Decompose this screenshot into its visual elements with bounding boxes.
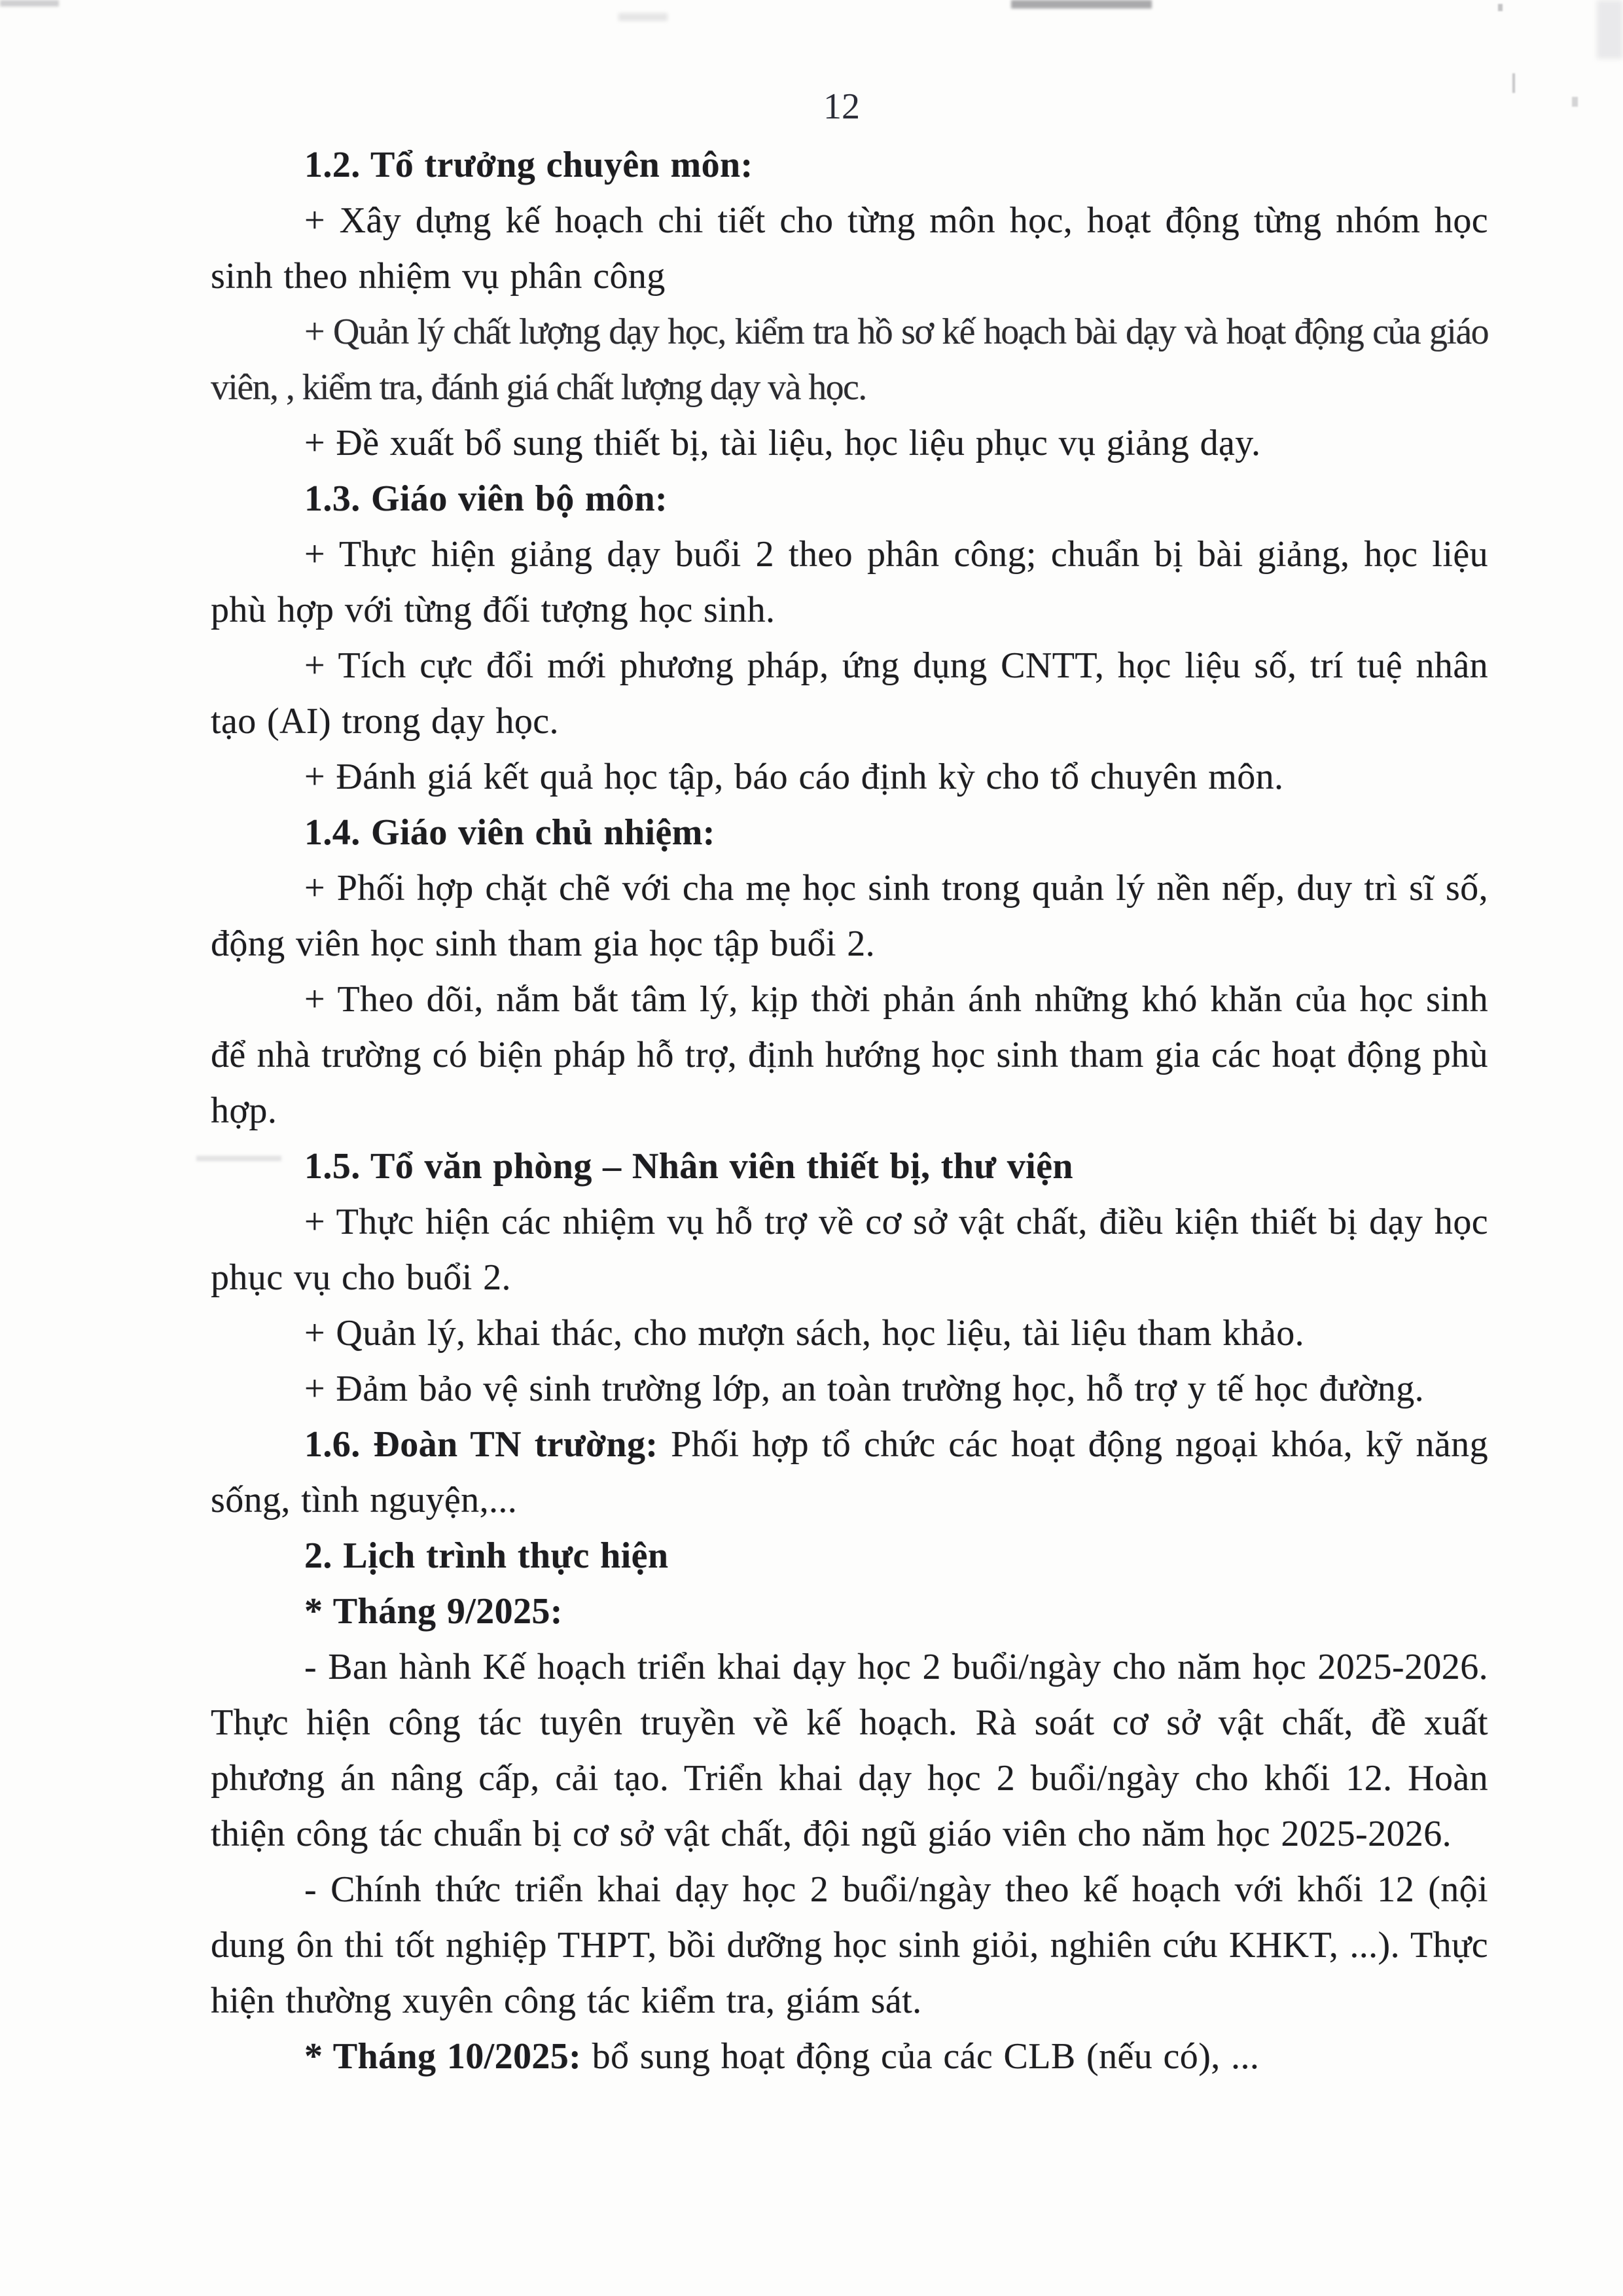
section-heading [211,1528,1488,1584]
text-segment: + Thực hiện giảng dạy buổi 2 theo phân công; chuẩn bị bài giảng, học liệu phù hợp với từng đối tượng học sinh. [211,534,1488,630]
bold-text-segment: 1.5. Tổ văn phòng – Nhân viên thiết bị, thư viện [304,1146,1073,1187]
text-segment: + Theo dõi, nắm bắt tâm lý, kịp thời phản ánh những khó khăn của học sinh để nhà trường có biện pháp hỗ trợ, định hướng học sinh tham gia các hoạt động phù hợp. [211,979,1488,1131]
paragraph [211,416,1488,471]
text-segment: + Đảm bảo vệ sinh trường lớp, an toàn trường học, hỗ trợ y tế học đường. [304,1369,1424,1409]
paragraph [211,193,1488,304]
paragraph [211,1306,1488,1361]
paragraph [211,1361,1488,1417]
section-heading [211,137,1488,193]
paragraph [211,1417,1488,1528]
text-segment: + Xây dựng kế hoạch chi tiết cho từng môn học, hoạt động từng nhóm học sinh theo nhiệm vụ phân công [211,200,1488,296]
section-heading [211,471,1488,527]
paragraph [211,1862,1488,2029]
paragraph [211,1640,1488,1862]
text-segment: + Phối hợp chặt chẽ với cha mẹ học sinh trong quản lý nền nếp, duy trì sĩ số, động viên học sinh tham gia học tập buổi 2. [211,868,1488,964]
text-segment: + Đề xuất bổ sung thiết bị, tài liệu, học liệu phục vụ giảng dạy. [304,423,1261,463]
bold-text-segment: * Tháng 9/2025: [304,1591,563,1632]
scan-artifact [1011,0,1152,9]
text-segment: + Thực hiện các nhiệm vụ hỗ trợ về cơ sở vật chất, điều kiện thiết bị dạy học phục vụ cho buổi 2. [211,1202,1488,1298]
text-segment: Phối hợp tổ chức các hoạt động ngoại khóa, kỹ năng sống, tình nguyện,... [211,1424,1488,1520]
scan-artifact [1512,73,1515,93]
section-heading [211,1584,1488,1640]
bold-text-segment: 1.3. Giáo viên bộ môn: [304,478,668,519]
paragraph [211,749,1488,805]
text-segment: - Ban hành Kế hoạch triển khai dạy học 2 buổi/ngày cho năm học 2025-2026. Thực hiện công tác tuyên truyền về kế hoạch. Rà soát cơ sở vật chất, đề xuất phương án nâng cấp, cải tạo. Triển khai dạy học 2 buổi/ngày cho khối 12. Hoàn thiện công tác chuẩn bị cơ sở vật chất, đội ngũ giáo viên cho năm học 2025-2026. [211,1647,1488,1854]
bold-text-segment: 1.2. Tổ trưởng chuyên môn: [304,145,753,185]
bold-text-segment: 1.6. Đoàn TN trường: [304,1424,658,1465]
paragraph [211,1194,1488,1306]
text-segment: - Chính thức triển khai dạy học 2 buổi/ngày theo kế hoạch với khối 12 (nội dung ôn thi tốt nghiệp THPT, bồi dưỡng học sinh giỏi, nghiên cứu KHKT, ...). Thực hiện thường xuyên công tác kiểm tra, giám sát. [211,1869,1488,2021]
scan-artifact [1572,97,1578,107]
text-segment: + Quản lý, khai thác, cho mượn sách, học liệu, tài liệu tham khảo. [304,1313,1305,1354]
page-number: 12 [823,86,860,127]
document-body [211,137,1488,2085]
scan-artifact [618,13,668,21]
bold-text-segment: * Tháng 10/2025: [304,2036,582,2077]
bold-text-segment: 1.4. Giáo viên chủ nhiệm: [304,812,715,853]
text-segment: + Quản lý chất lượng dạy học, kiểm tra hồ sơ kế hoạch bài dạy và hoạt động của giáo viên, , kiểm tra, đánh giá chất lượng dạy và học. [211,312,1488,408]
text-segment: bổ sung hoạt động của các CLB (nếu có), ... [581,2036,1260,2077]
text-segment: + Tích cực đổi mới phương pháp, ứng dụng CNTT, học liệu số, trí tuệ nhân tạo (AI) trong dạy học. [211,645,1488,742]
paragraph [211,861,1488,972]
scan-artifact [0,0,59,7]
paragraph [211,638,1488,749]
paragraph [211,2029,1488,2085]
text-segment: + Đánh giá kết quả học tập, báo cáo định kỳ cho tổ chuyên môn. [304,757,1284,797]
paragraph [211,527,1488,638]
paragraph [211,304,1488,416]
scan-artifact [1498,4,1503,11]
section-heading [211,1139,1488,1194]
bold-text-segment: 2. Lịch trình thực hiện [304,1535,669,1576]
section-heading [211,805,1488,861]
paragraph [211,972,1488,1139]
scan-artifact [1597,0,1623,59]
